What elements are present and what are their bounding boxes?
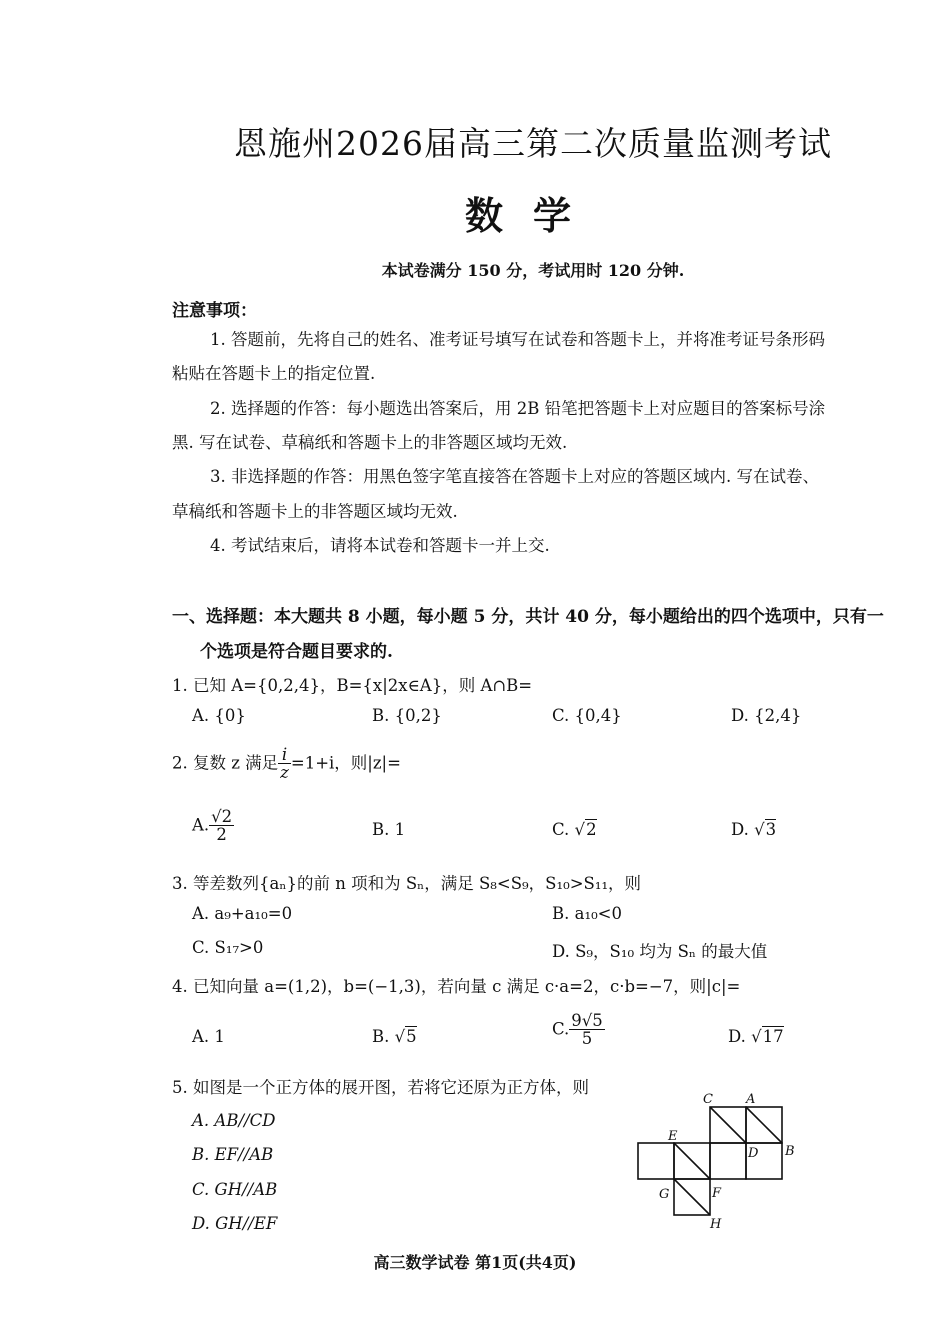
notice-item-1-line-2: 粘贴在答题卡上的指定位置.: [172, 364, 376, 383]
q5-option-a: A. AB//CD: [192, 1111, 276, 1130]
diagonal-ef: [674, 1143, 710, 1179]
q1-stem: 1. 已知 A={0,2,4}，B={x|2x∈A}，则 A∩B=: [172, 676, 533, 695]
subject-title: 数学: [464, 193, 601, 238]
cube-net-figure: [630, 1085, 805, 1235]
q3-option-b: B. a₁₀<0: [552, 904, 623, 923]
notice-item-1-line-1: 1. 答题前，先将自己的姓名、准考证号填写在试卷和答题卡上，并将准考证号条形码: [210, 330, 825, 349]
diagonal-cd: [710, 1107, 746, 1143]
label-h: H: [710, 1217, 722, 1232]
page-footer: 高三数学试卷 第1页(共4页): [373, 1253, 577, 1272]
q4-option-d: D. √17: [728, 1027, 784, 1046]
q3-option-a: A. a₉+a₁₀=0: [192, 904, 293, 923]
label-g: G: [659, 1187, 670, 1202]
q1-option-b: B. {0,2}: [372, 706, 442, 725]
q4-option-c: C. $\frac{9√5}{5}$: [552, 1011, 603, 1049]
label-c: C: [703, 1092, 713, 1107]
notice-item-2-line-2: 黑. 写在试卷、草稿纸和答题卡上的非答题区域均无效.: [172, 433, 568, 452]
q2-option-c: C. √2: [552, 820, 597, 839]
q2-option-b: B. 1: [372, 820, 406, 839]
q4-stem: 4. 已知向量 a=(1,2)，b=(−1,3)，若向量 c 满足 c·a=2，c·b=−7，则|c|=: [172, 977, 741, 996]
q2-stem: [172, 746, 401, 782]
label-e: E: [668, 1129, 678, 1144]
notice-item-2-line-1: 2. 选择题的作答：每小题选出答案后，用 2B 铅笔把答题卡上对应题目的答案标号涂: [210, 399, 826, 418]
label-a: A: [746, 1092, 756, 1107]
notice-label: 注意事项：: [172, 301, 257, 321]
exam-info: 本试卷满分 150 分，考试用时 120 分钟.: [381, 261, 685, 280]
label-b: B: [785, 1144, 795, 1159]
notice-item-3-line-2: 草稿纸和答题卡上的非答题区域均无效.: [172, 502, 458, 521]
label-f: F: [712, 1186, 722, 1201]
exam-title: 恩施州2026届高三第二次质量监测考试: [234, 124, 832, 163]
q3-stem: 3. 等差数列{aₙ}的前 n 项和为 Sₙ，满足 S₈<S₉，S₁₀>S₁₁，则: [172, 874, 642, 893]
q3-option-d: D. S₉，S₁₀ 均为 Sₙ 的最大值: [552, 942, 768, 961]
q1-option-d: D. {2,4}: [731, 706, 802, 725]
q2-option-d: D. √3: [731, 820, 777, 839]
q5-option-b: B. EF//AB: [192, 1145, 274, 1164]
notice-item-3-line-1: 3. 非选择题的作答：用黑色签字笔直接答在答题卡上对应的答题区域内. 写在试卷、: [210, 467, 819, 486]
q3-option-c: C. S₁₇>0: [192, 938, 264, 957]
q1-option-a: A. {0}: [192, 706, 246, 725]
q2-option-a: A. $\frac{√2}{2}$: [192, 807, 233, 845]
label-d: D: [748, 1146, 759, 1161]
q2-stem-suffix: =1+i，则|z|=: [290, 753, 401, 773]
section-heading-line-2: 个选项是符合题目要求的.: [200, 642, 393, 662]
diagonal-gh: [674, 1179, 710, 1215]
q2-stem-prefix: 2. 复数 z 满足: [172, 753, 279, 773]
q4-option-b: B. √5: [372, 1027, 417, 1046]
net-square: [638, 1143, 674, 1179]
diagonal-ab: [746, 1107, 782, 1143]
q5-option-d: D. GH//EF: [192, 1214, 278, 1233]
q4-option-a: A. 1: [192, 1027, 225, 1046]
notice-item-4: 4. 考试结束后，请将本试卷和答题卡一并上交.: [210, 536, 550, 555]
section-heading-line-1: 一、选择题：本大题共 8 小题，每小题 5 分，共计 40 分，每小题给出的四个选项中，只有一: [172, 607, 884, 627]
q5-stem: 5. 如图是一个正方体的展开图，若将它还原为正方体，则: [172, 1078, 589, 1097]
net-square: [710, 1143, 746, 1179]
q1-option-c: C. {0,4}: [552, 706, 622, 725]
q2-fraction: $\frac{i}{z}$: [280, 745, 289, 783]
q5-option-c: C. GH//AB: [192, 1180, 278, 1199]
